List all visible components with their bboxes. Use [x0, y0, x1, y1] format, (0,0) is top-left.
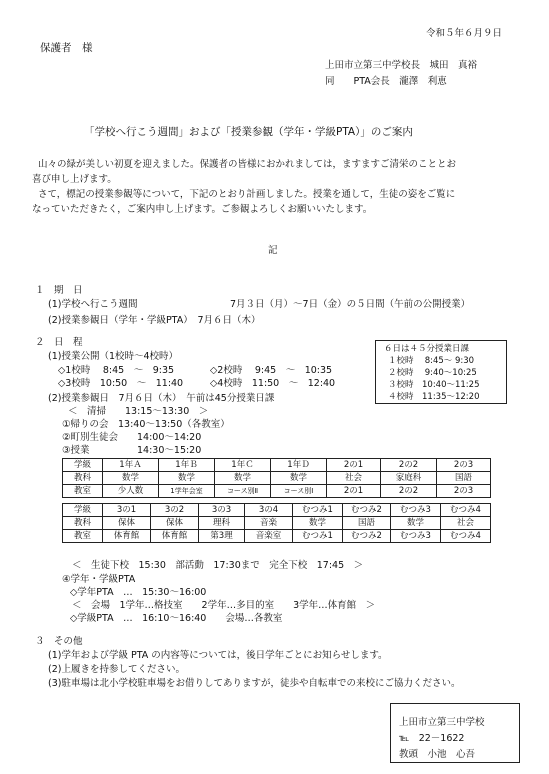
table-cell: むつみ1 [293, 504, 343, 517]
schedule-box [375, 340, 507, 404]
table-cell: 1年Ｃ [215, 459, 271, 472]
table-cell: 理科 [199, 517, 245, 530]
table-cell: 1年Ｄ [271, 459, 327, 472]
section1-item1: (1)学校へ行こう週間 [48, 299, 138, 310]
section2-sub2: (2)授業参観日 7月６日（木） 午前は45分授業日課 [48, 393, 275, 404]
schedule-box-line-1: １校時 8:45～ 9:30 [388, 356, 475, 366]
document-date: 令和５年６月９日 [426, 28, 503, 39]
table-cell: 教室 [63, 530, 103, 543]
intro-line-2b: なっていただきたく，ご案内申し上げます。ご参観よろしくお願いいたします。 [32, 204, 373, 215]
ki-label: 記 [268, 245, 278, 256]
table-cell: 数学 [271, 472, 327, 485]
table-cell: 1学年会室 [159, 485, 215, 498]
table-row [63, 472, 491, 485]
grade-pta: ◇学年PTA … 15:30～16:00 [70, 587, 207, 598]
pta-heading: ④学年・学級PTA [62, 574, 136, 585]
agenda-3: ③授業 14:30～15:20 [62, 445, 202, 456]
table-cell: 2の2 [381, 459, 437, 472]
period-4: ◇4校時 11:50 ～ 12:40 [210, 378, 336, 389]
contact-tel: ℡ 22－1622 [399, 733, 465, 744]
class-table-1 [62, 458, 491, 498]
table-cell: 2の1 [327, 485, 381, 498]
table-cell: 学級 [63, 504, 103, 517]
table-cell: 3の3 [199, 504, 245, 517]
section2-sub1: (1)授業公開（1校時～4校時） [48, 351, 179, 362]
table-cell: 2の3 [437, 459, 491, 472]
section1-item1-date: 7月３日（月）～7日（金）の５日間（午前の公開授業） [230, 299, 471, 310]
table-cell: 社会 [441, 517, 491, 530]
contact-box [390, 703, 520, 763]
pta-venues: ＜ 会場 1学年…格技室 2学年…多目的室 3学年…体育館 ＞ [72, 600, 376, 611]
table-row [63, 517, 491, 530]
agenda-2: ②町別生徒会 14:00～14:20 [62, 432, 202, 443]
class-pta: ◇学級PTA … 16:10～16:40 会場…各教室 [70, 613, 283, 624]
section2-heading: ２ 日 程 [35, 337, 83, 348]
table-cell: 体育館 [151, 530, 199, 543]
table-cell: コース別Ⅰ [271, 485, 327, 498]
contact-person: 教頭 小池 心吾 [399, 749, 476, 760]
table-cell: 3の2 [151, 504, 199, 517]
table-cell: 数学 [103, 472, 159, 485]
table-cell: 音楽室 [245, 530, 293, 543]
table-cell: むつみ4 [441, 530, 491, 543]
other-3: (3)駐車場は北小学校駐車場をお借りしてありますが，徒歩や自転車での来校にご協力ください。 [48, 678, 461, 689]
table-cell: 数学 [159, 472, 215, 485]
other-1: (1)学年および学級 PTA の内容等については，後日学年ごとにお知らせします。 [48, 650, 388, 661]
schedule-box-line-4: ４校時 11:35～12:20 [388, 392, 480, 402]
table-row [63, 459, 491, 472]
section1-item2: (2)授業参観日（学年・学級PTA） 7月６日（木） [48, 315, 261, 326]
other-2: (2)上履きを持参してください。 [48, 664, 185, 675]
schedule-box-line-2: ２校時 9:40～10:25 [388, 368, 477, 378]
table-cell: 教室 [63, 485, 103, 498]
period-3: ◇3校時 10:50 ～ 11:40 [58, 378, 184, 389]
table-cell: 教科 [63, 472, 103, 485]
table-cell: 1年Ｂ [159, 459, 215, 472]
table-cell: むつみ3 [391, 530, 441, 543]
section3-heading: ３ その他 [35, 636, 83, 647]
sender-principal: 上田市立第三中学校長 城田 真裕 [325, 60, 478, 71]
table-cell: むつみ2 [343, 530, 391, 543]
table-cell: 2の3 [437, 485, 491, 498]
table-cell: 保体 [151, 517, 199, 530]
table-cell: むつみ2 [343, 504, 391, 517]
table-cell: 体育館 [103, 530, 151, 543]
table-cell: 数学 [215, 472, 271, 485]
schedule-box-line-3: ３校時 10:40～11:25 [388, 380, 480, 390]
table-cell: 2の2 [381, 485, 437, 498]
section1-heading: １ 期 日 [35, 285, 83, 296]
sender-pta: 同 PTA会長 瀧澤 利恵 [325, 76, 447, 87]
period-1: ◇1校時 8:45 ～ 9:35 [58, 365, 175, 376]
cleaning-time: ＜ 清掃 13:15～13:30 ＞ [68, 406, 209, 417]
table-cell: 3の1 [103, 504, 151, 517]
contact-school: 上田市立第三中学校 [399, 717, 485, 728]
table-cell: 国語 [437, 472, 491, 485]
table-cell: 保体 [103, 517, 151, 530]
table-cell: 3の4 [245, 504, 293, 517]
period-2: ◇2校時 9:45 ～ 10:35 [210, 365, 333, 376]
document-title: 「学校へ行こう週間」および「授業参観（学年・学級PTA）」のご案内 [84, 126, 413, 138]
table-cell: 国語 [343, 517, 391, 530]
table-cell: 第3理 [199, 530, 245, 543]
recipient: 保護者 様 [40, 42, 93, 54]
table-cell: 社会 [327, 472, 381, 485]
table-cell: 学級 [63, 459, 103, 472]
intro-line-1a: 山々の緑が美しい初夏を迎えました。保護者の皆様におかれましては，ますますご清栄のこととお [38, 159, 457, 170]
table-cell: 2の1 [327, 459, 381, 472]
table-cell: むつみ1 [293, 530, 343, 543]
dismissal-times: ＜ 生徒下校 15:30 部活動 17:30まで 完全下校 17:45 ＞ [72, 560, 364, 571]
table-cell: 1年Ａ [103, 459, 159, 472]
table-cell: 数学 [293, 517, 343, 530]
agenda-1: ①帰りの会 13:40～13:50（各教室） [62, 419, 230, 430]
class-table-2 [62, 503, 491, 543]
table-cell: むつみ3 [391, 504, 441, 517]
intro-line-2a: さて，標記の授業参観等について，下記のとおり計画しました。授業を通して，生徒の姿をご覧に [38, 189, 456, 200]
table-cell: 少人数 [103, 485, 159, 498]
table-cell: 教科 [63, 517, 103, 530]
table-row [63, 504, 491, 517]
table-cell: コース別Ⅱ [215, 485, 271, 498]
table-cell: むつみ4 [441, 504, 491, 517]
table-row [63, 530, 491, 543]
table-cell: 家庭科 [381, 472, 437, 485]
table-cell: 数学 [391, 517, 441, 530]
schedule-box-title: ６日は４５分授業日課 [384, 344, 470, 354]
table-row [63, 485, 491, 498]
table-cell: 音楽 [245, 517, 293, 530]
intro-line-1b: 喜び申し上げます。 [32, 174, 117, 185]
